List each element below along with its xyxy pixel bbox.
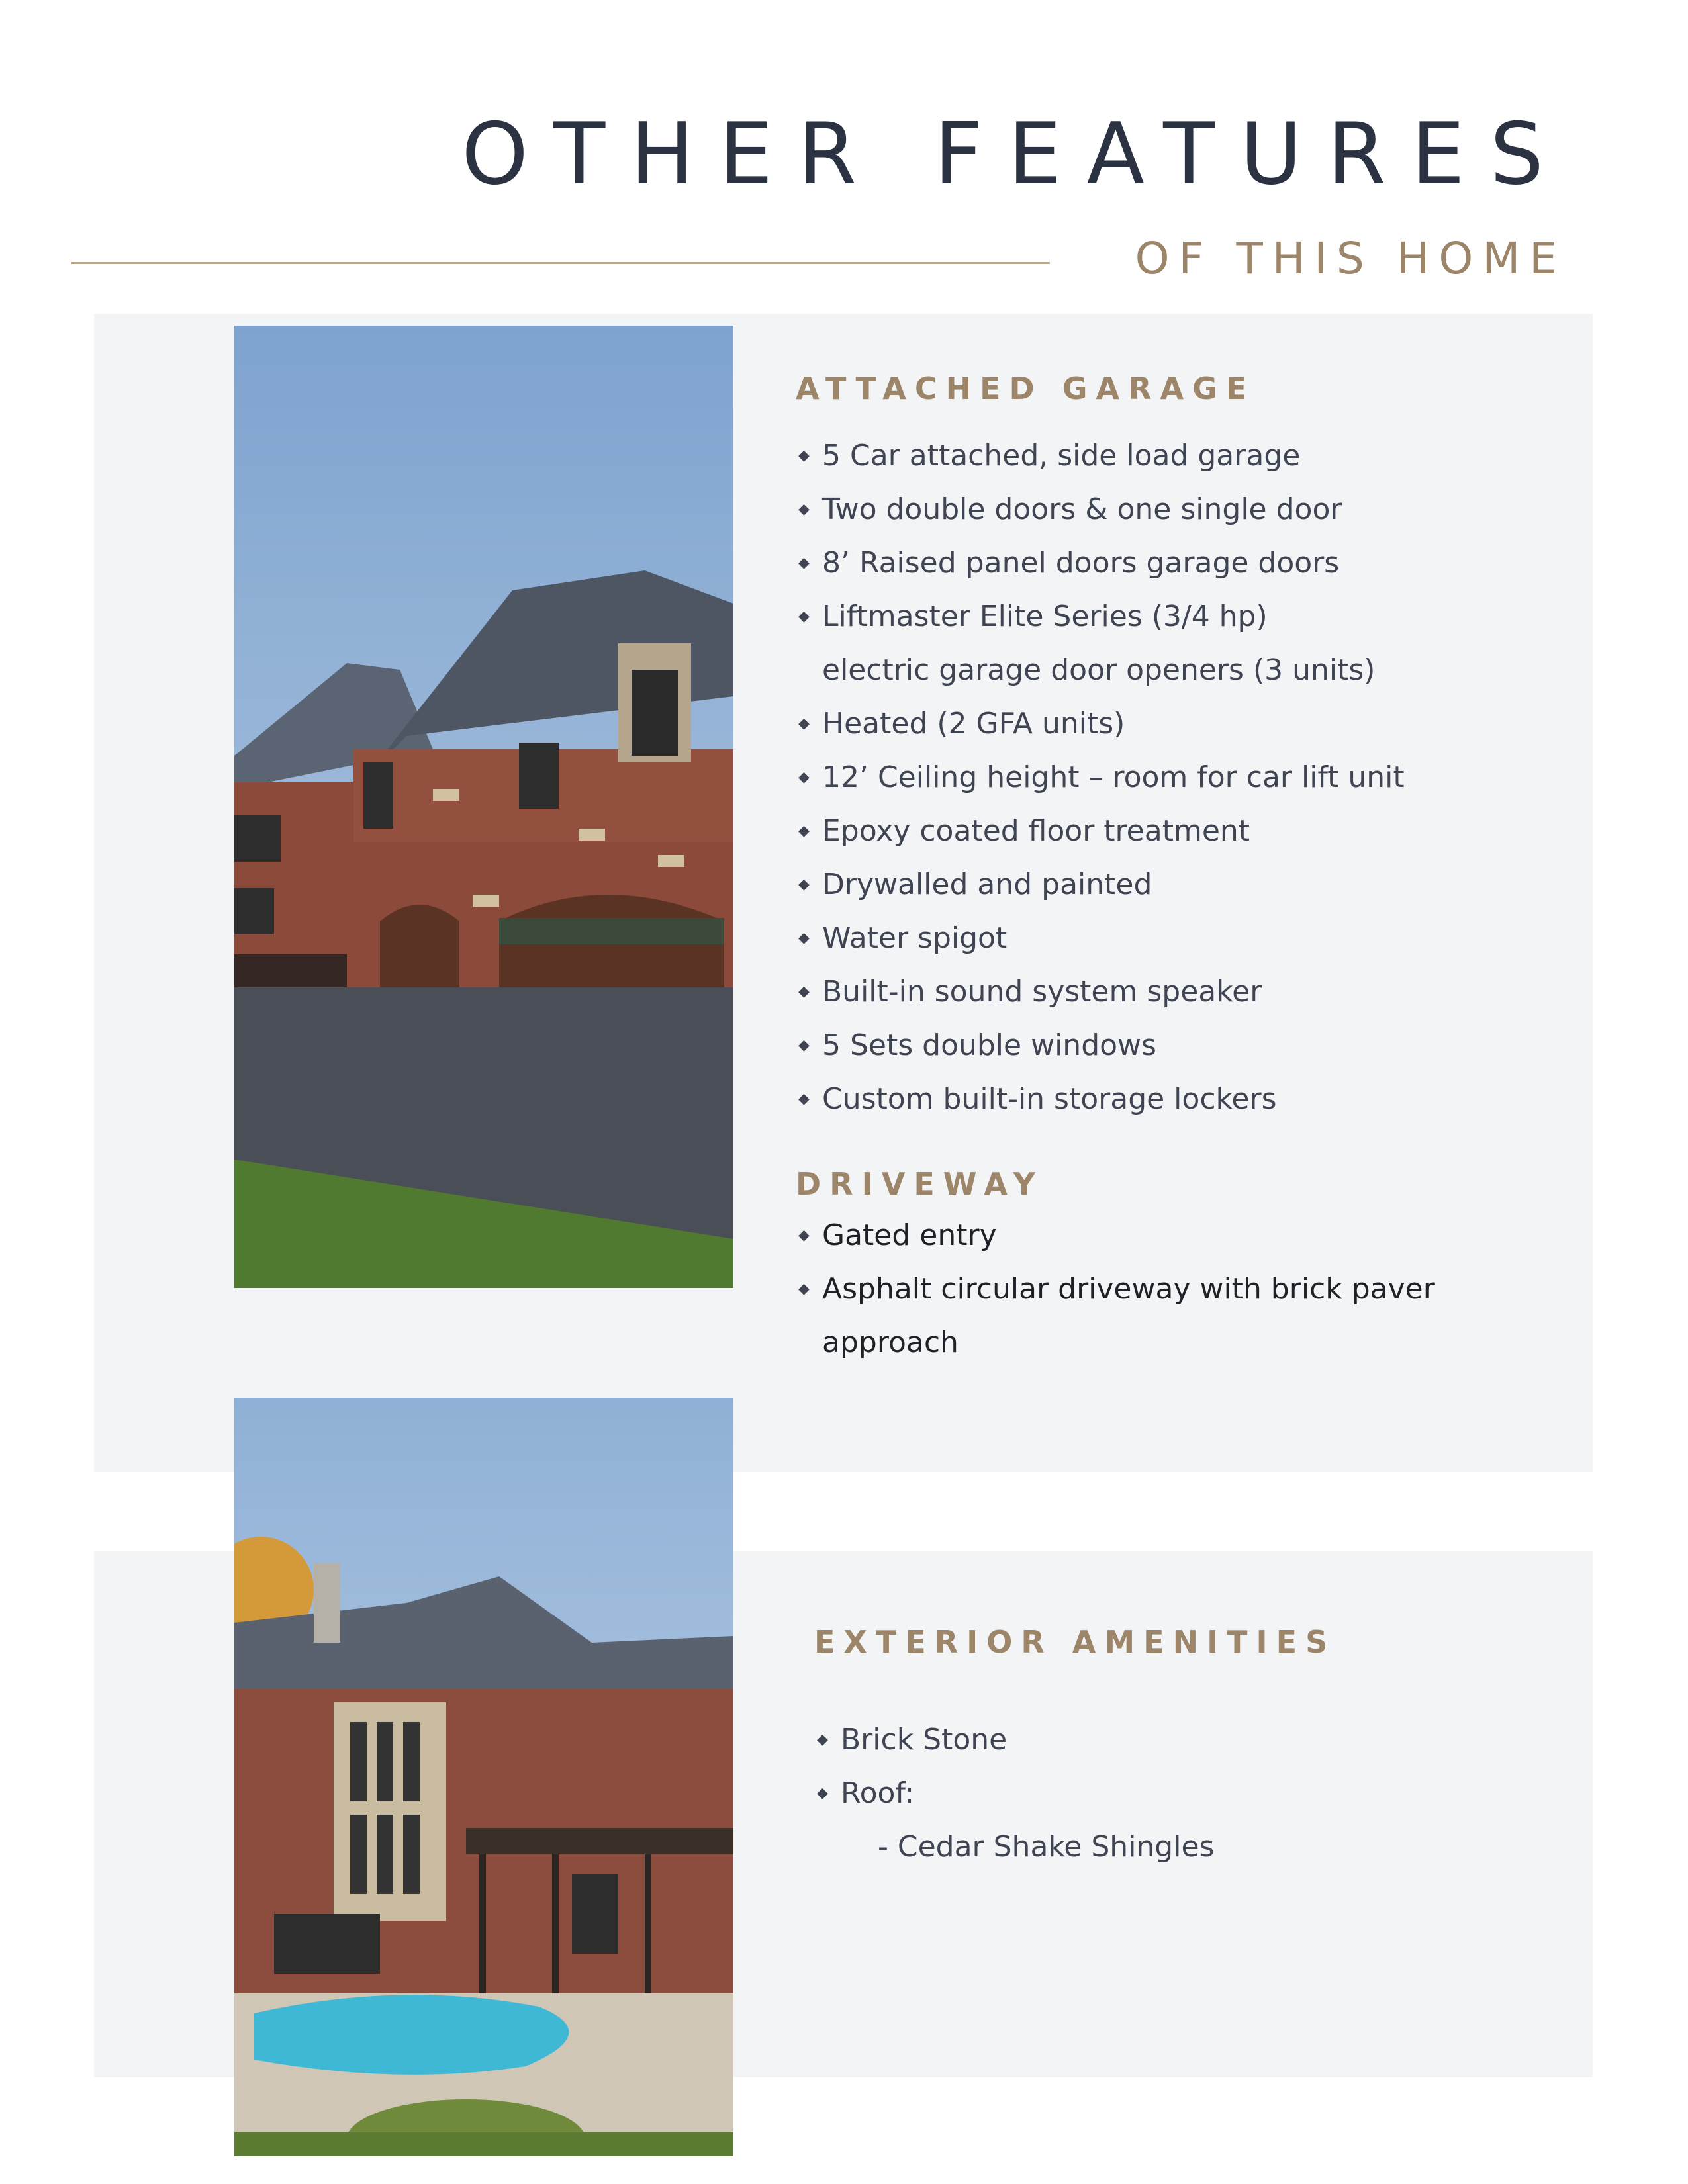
list-item: ◆ Water spigot: [796, 911, 1405, 965]
list-item: ◆ Brick Stone: [814, 1713, 1336, 1766]
list-item: ◆ Custom built-in storage lockers: [796, 1072, 1405, 1126]
bullet-icon: ◆: [798, 930, 810, 946]
bullet-icon: ◆: [798, 608, 810, 625]
list-item: ◆ Built-in sound system speaker: [796, 965, 1405, 1019]
list-item: ◆ Asphalt circular driveway with brick paver: [796, 1262, 1435, 1316]
list-item: ◆ Gated entry: [796, 1208, 1435, 1262]
bullet-icon: ◆: [798, 1091, 810, 1107]
exterior-list: [814, 1713, 1336, 1820]
list-item: ◆ 8’ Raised panel doors garage doors: [796, 536, 1405, 590]
list-item: ◆ Heated (2 GFA units): [796, 697, 1405, 751]
garage-list: [796, 429, 1405, 1126]
bullet-icon: ◆: [817, 1731, 828, 1748]
exterior-photo: [234, 1398, 733, 2156]
garage-photo: [234, 326, 733, 1288]
list-item-continuation: approach: [822, 1326, 959, 1359]
bullet-icon: ◆: [798, 1037, 810, 1054]
list-item: ◆ Liftmaster Elite Series (3/4 hp): [796, 590, 1405, 643]
list-item-continuation: electric garage door openers (3 units): [822, 653, 1376, 687]
bullet-icon: ◆: [798, 983, 810, 1000]
bullet-icon: ◆: [798, 555, 810, 571]
bullet-icon: ◆: [798, 1227, 810, 1244]
list-item: ◆ 5 Car attached, side load garage: [796, 429, 1405, 482]
bullet-icon: ◆: [798, 876, 810, 893]
bullet-icon: ◆: [798, 823, 810, 839]
garage-heading: ATTACHED GARAGE: [796, 371, 1256, 406]
driveway-heading: DRIVEWAY: [796, 1166, 1044, 1202]
bullet-icon: ◆: [798, 501, 810, 518]
list-item: ◆ Drywalled and painted: [796, 858, 1405, 911]
title-divider: [71, 262, 1050, 264]
bullet-icon: ◆: [817, 1785, 828, 1801]
bullet-icon: ◆: [798, 1281, 810, 1297]
list-item: ◆ 12’ Ceiling height – room for car lift unit: [796, 751, 1405, 804]
exterior-section: [814, 1624, 1336, 1874]
list-item: ◆ Roof:: [814, 1766, 1336, 1820]
bullet-icon: ◆: [798, 715, 810, 732]
list-item: ◆ Epoxy coated floor treatment: [796, 804, 1405, 858]
driveway-list: [796, 1208, 1435, 1369]
driveway-section: [796, 1166, 1435, 1369]
page-title: OTHER FEATURES: [461, 105, 1569, 204]
list-item: ◆ 5 Sets double windows: [796, 1019, 1405, 1072]
page-subtitle: OF THIS HOME: [1135, 233, 1566, 284]
exterior-heading: EXTERIOR AMENITIES: [814, 1624, 1336, 1660]
bullet-icon: ◆: [798, 447, 810, 464]
list-item: ◆ Two double doors & one single door: [796, 482, 1405, 536]
roof-sub-item: - Cedar Shake Shingles: [878, 1830, 1215, 1864]
bullet-icon: ◆: [798, 769, 810, 786]
garage-section: [796, 373, 1405, 1126]
